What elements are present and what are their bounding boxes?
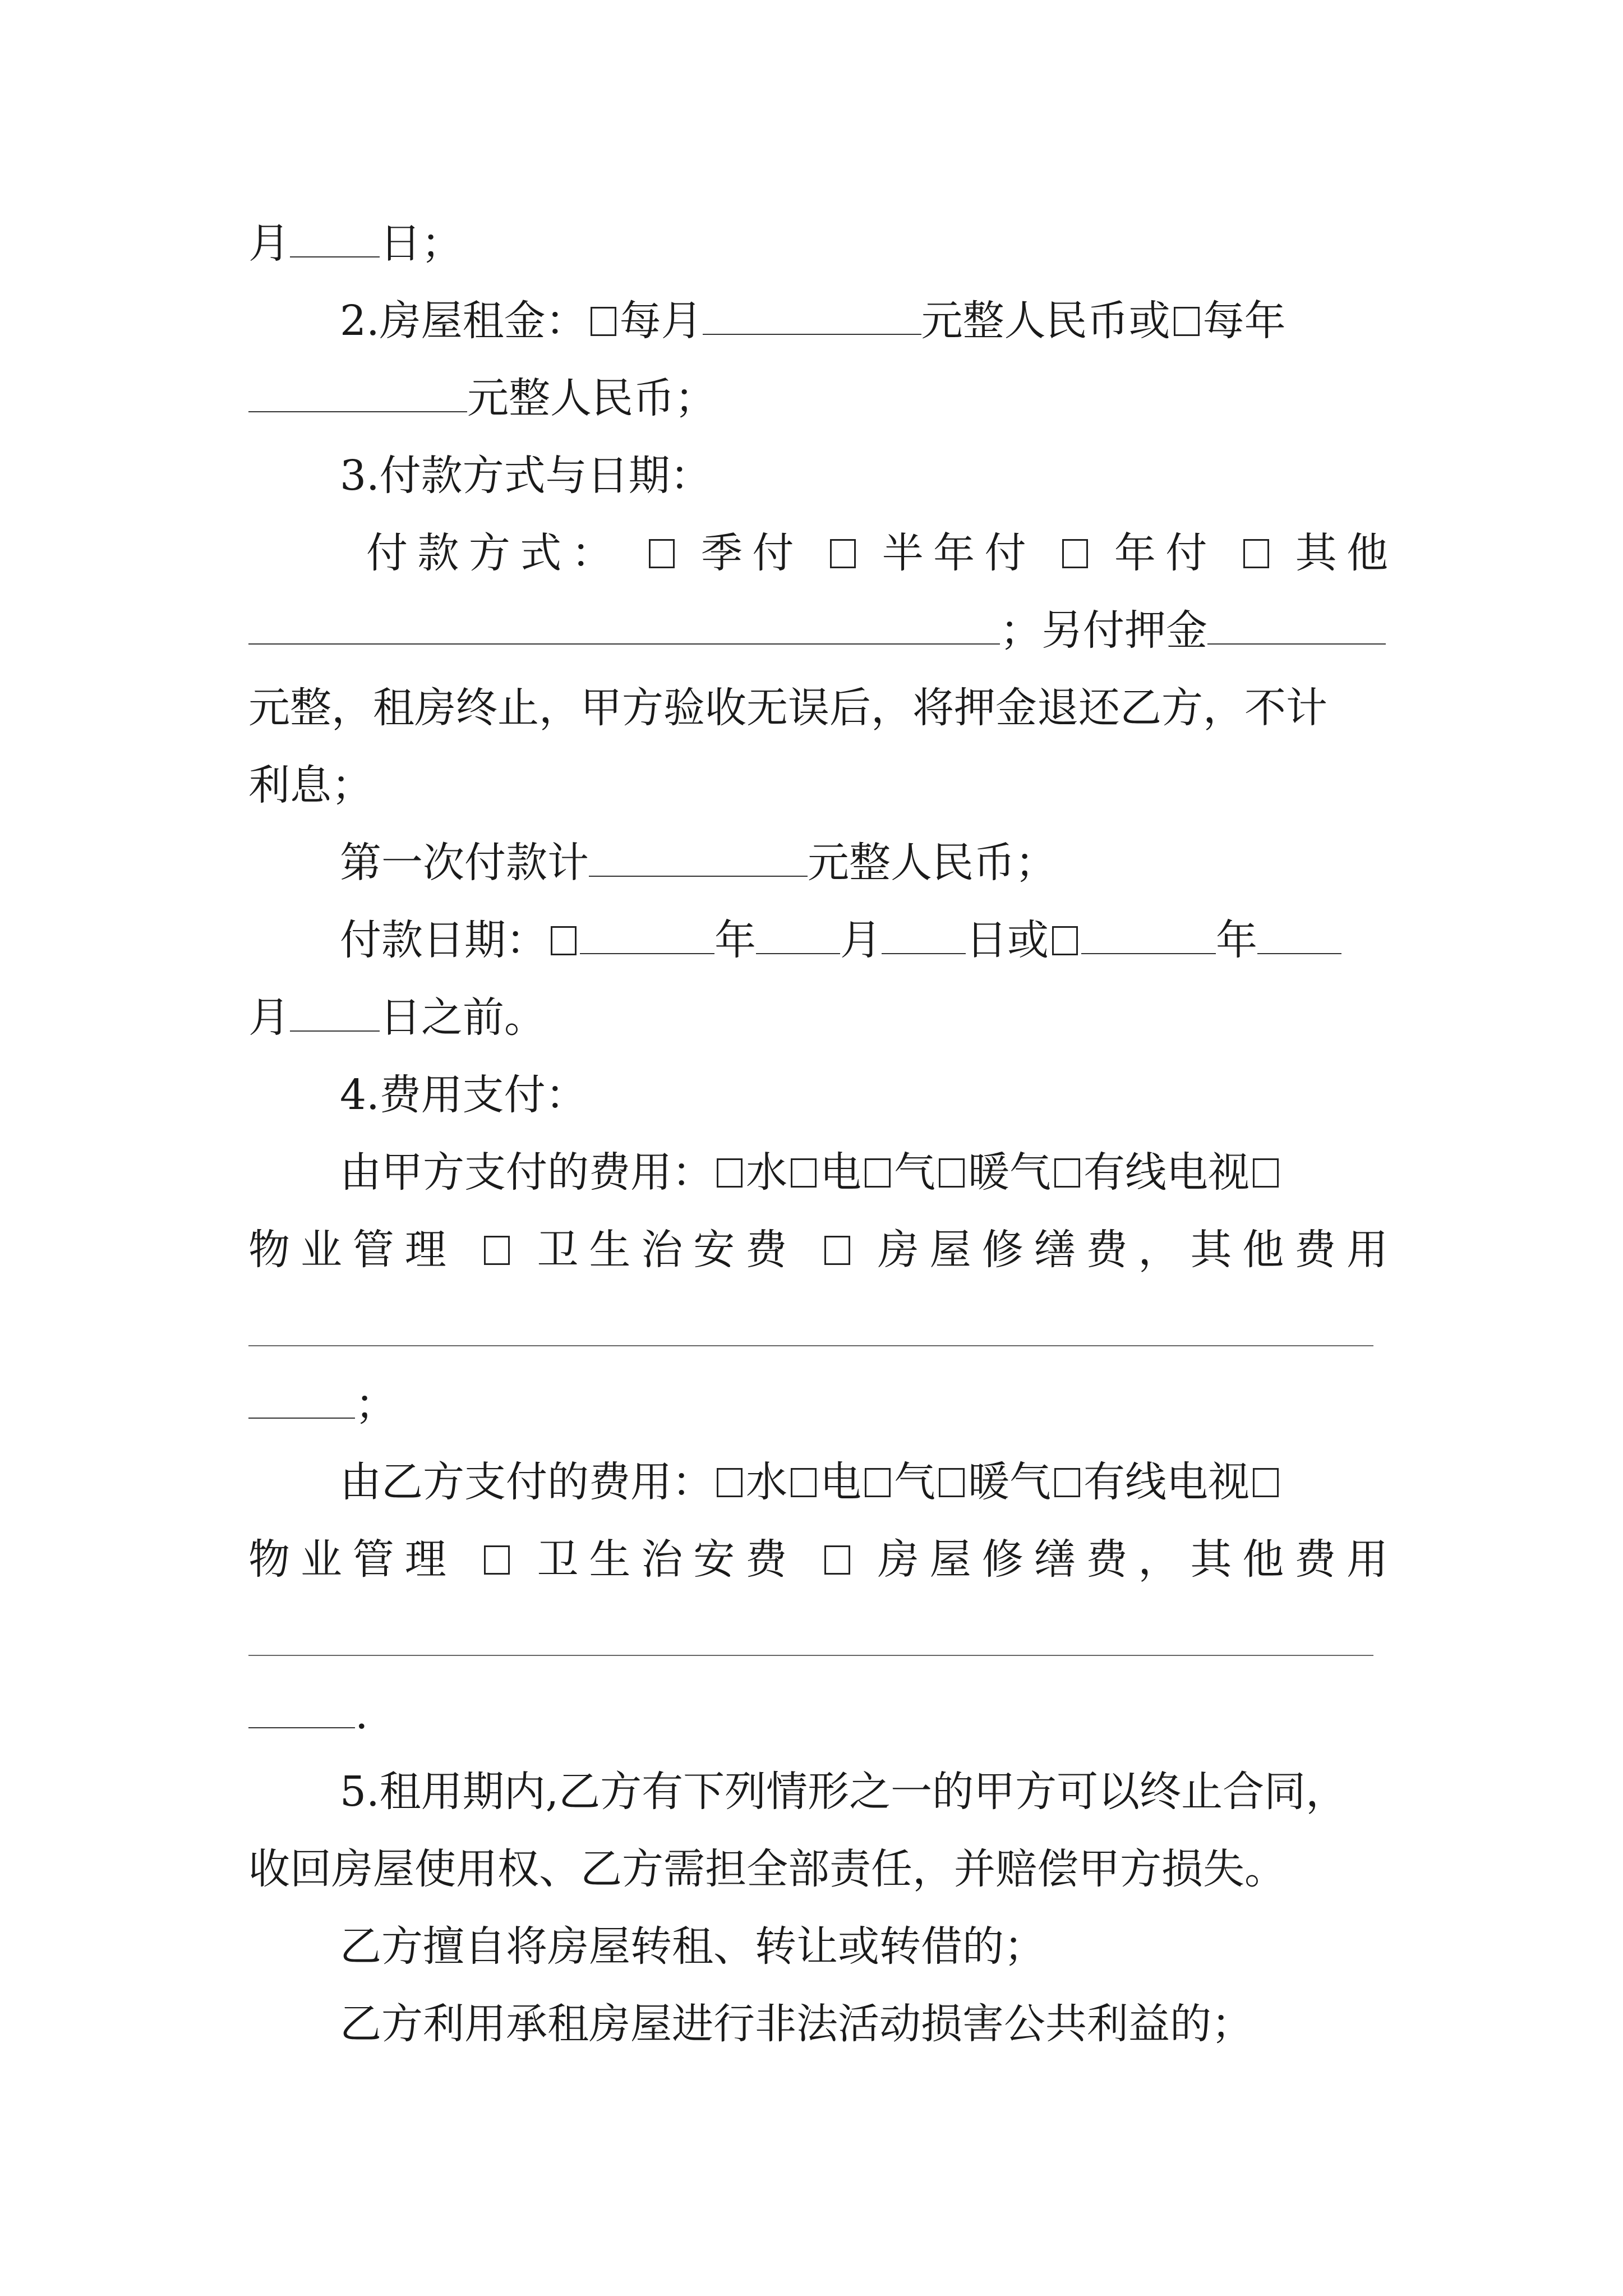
- year-label-2: 年: [1216, 916, 1257, 964]
- date-2-year-blank[interactable]: [1081, 910, 1216, 954]
- payment-method-line: [248, 519, 1388, 587]
- b-sanitation-label: 卫生治安费: [537, 1535, 798, 1584]
- a-gas-checkbox[interactable]: [865, 1158, 891, 1188]
- text-day: 日；: [380, 219, 463, 268]
- liability-text: 收回房屋使用权、乙方需担全部责任，并赔偿甲方损失。: [248, 1845, 1286, 1893]
- half-year-label: 半年付: [882, 529, 1036, 577]
- party-b-fees-line: [248, 1448, 1388, 1516]
- b-water-label: 水: [746, 1458, 787, 1506]
- yearly-amount-blank[interactable]: [248, 369, 467, 412]
- date-1-checkbox[interactable]: [551, 926, 577, 955]
- interest-line: [248, 752, 1388, 819]
- termination-text: 5.租用期内,乙方有下列情形之一的甲方可以终止合同，: [340, 1768, 1348, 1816]
- b-property-checkbox[interactable]: [1253, 1468, 1279, 1497]
- b-heating-checkbox[interactable]: [939, 1468, 965, 1497]
- illegal-use-clause: [248, 1990, 1388, 2058]
- party-a-fees-end: [248, 1371, 1388, 1438]
- year-label-1: 年: [714, 916, 756, 964]
- a-sanitation-checkbox[interactable]: [484, 1236, 510, 1265]
- payment-date-label: 付款日期：: [340, 916, 547, 964]
- rent-line-2: [248, 365, 1388, 432]
- date-1-month-blank[interactable]: [756, 910, 840, 954]
- payment-date-line-2: [248, 984, 1388, 1051]
- line-1: [248, 210, 1388, 277]
- a-heating-checkbox[interactable]: [939, 1158, 965, 1188]
- sublet-text: 乙方擅自将房屋转租、转让或转借的；: [340, 1922, 1045, 1971]
- b-electric-checkbox[interactable]: [791, 1468, 817, 1497]
- first-payment-blank[interactable]: [589, 833, 808, 877]
- party-b-other-fees-blank[interactable]: [248, 1655, 1373, 1656]
- rmb-or-label: 元整人民币或: [921, 297, 1170, 345]
- text-month: 月: [248, 219, 290, 268]
- b-repair-checkbox[interactable]: [824, 1545, 850, 1575]
- a-property-label: 物业管理: [248, 1226, 457, 1274]
- a-cable-tv-label: 有线电视: [1083, 1148, 1249, 1197]
- interest-text: 利息；: [248, 761, 373, 809]
- a-cable-tv-checkbox[interactable]: [1054, 1158, 1080, 1188]
- party-a-fees-line-2: [248, 1216, 1388, 1283]
- annual-checkbox[interactable]: [1062, 539, 1088, 568]
- b-gas-checkbox[interactable]: [865, 1468, 891, 1497]
- date-2-month-blank[interactable]: [1257, 910, 1341, 954]
- section-4-heading: [248, 1061, 1388, 1129]
- payment-method-label: 付款方式：: [366, 529, 623, 577]
- deposit-line: [248, 597, 1388, 664]
- deposit-amount-blank[interactable]: [1207, 601, 1386, 645]
- party-b-other-fees-blank-2[interactable]: [248, 1685, 355, 1728]
- a-sanitation-label: 卫生治安费: [537, 1226, 798, 1274]
- b-cable-tv-checkbox[interactable]: [1054, 1468, 1080, 1497]
- half-year-checkbox[interactable]: [830, 539, 856, 568]
- first-payment-label: 第一次付款计: [340, 839, 589, 887]
- a-gas-label: 气: [894, 1148, 935, 1197]
- fees-heading: 4.费用支付：: [340, 1071, 587, 1119]
- party-b-end-mark: .: [355, 1690, 368, 1738]
- day-or-label: 日或: [966, 916, 1049, 964]
- sublet-clause: [248, 1913, 1388, 1980]
- a-repair-label: 房屋修缮费，其他费用: [877, 1226, 1389, 1274]
- month-label-2: 月: [248, 993, 290, 1042]
- party-a-other-fees-blank-2[interactable]: [248, 1375, 355, 1419]
- other-label: 其他: [1295, 529, 1389, 577]
- section-5-line-2: [248, 1835, 1388, 1903]
- a-heating-label: 暖气: [968, 1148, 1051, 1197]
- deposit-terms-line: [248, 674, 1388, 742]
- date-1-day-blank[interactable]: [882, 910, 966, 954]
- first-payment-line: [248, 829, 1388, 896]
- party-a-end-mark: ；: [355, 1381, 396, 1429]
- rent-label: 2.房屋租金：: [340, 297, 587, 345]
- party-a-fees-line: [248, 1139, 1388, 1206]
- b-sanitation-checkbox[interactable]: [484, 1545, 510, 1575]
- illegal-use-text: 乙方利用承租房屋进行非法活动损害公共利益的；: [340, 2000, 1253, 2048]
- quarterly-label: 季付: [701, 529, 804, 577]
- date-2-checkbox[interactable]: [1052, 926, 1078, 955]
- deposit-label: ；另付押金: [1000, 606, 1207, 655]
- yearly-label: 每年: [1202, 297, 1286, 345]
- b-electric-label: 电: [820, 1458, 861, 1506]
- section-3-heading: [248, 442, 1388, 509]
- b-water-checkbox[interactable]: [717, 1468, 743, 1497]
- annual-label: 年付: [1114, 529, 1217, 577]
- b-repair-label: 房屋修缮费，其他费用: [877, 1535, 1389, 1584]
- a-property-checkbox[interactable]: [1253, 1158, 1279, 1188]
- monthly-label: 每月: [619, 297, 703, 345]
- party-a-other-fees-blank[interactable]: [248, 1345, 1373, 1346]
- payment-date-line: [248, 907, 1388, 974]
- party-a-fees-label: 由甲方支付的费用：: [340, 1148, 713, 1197]
- a-electric-checkbox[interactable]: [791, 1158, 817, 1188]
- other-checkbox[interactable]: [1243, 539, 1269, 568]
- before-label: 日之前。: [380, 993, 546, 1042]
- monthly-amount-blank[interactable]: [703, 291, 921, 335]
- a-water-label: 水: [746, 1148, 787, 1197]
- month-label-1: 月: [840, 916, 882, 964]
- deposit-terms-text: 元整，租房终止，甲方验收无误后，将押金退还乙方，不计: [248, 684, 1327, 732]
- payment-heading: 3.付款方式与日期：: [340, 452, 712, 500]
- b-property-label: 物业管理: [248, 1535, 457, 1584]
- a-water-checkbox[interactable]: [717, 1158, 743, 1188]
- rmb-label: 元整人民币；: [467, 374, 716, 422]
- section-5-line: [248, 1758, 1388, 1825]
- other-method-blank[interactable]: [248, 601, 1000, 645]
- party-b-fees-line-2: [248, 1526, 1388, 1593]
- b-heating-label: 暖气: [968, 1458, 1051, 1506]
- date-1-year-blank[interactable]: [580, 910, 714, 954]
- monthly-checkbox[interactable]: [591, 307, 616, 336]
- rent-line: [248, 287, 1388, 355]
- yearly-checkbox[interactable]: [1174, 307, 1200, 336]
- b-gas-label: 气: [894, 1458, 935, 1506]
- b-cable-tv-label: 有线电视: [1083, 1458, 1249, 1506]
- date-2-day-blank[interactable]: [290, 988, 380, 1032]
- a-electric-label: 电: [820, 1148, 861, 1197]
- first-payment-rmb: 元整人民币；: [808, 839, 1057, 887]
- party-b-fees-end: [248, 1681, 1388, 1748]
- a-repair-checkbox[interactable]: [824, 1236, 850, 1265]
- party-b-fees-label: 由乙方支付的费用：: [340, 1458, 713, 1506]
- quarterly-checkbox[interactable]: [649, 539, 675, 568]
- day-blank[interactable]: [290, 214, 380, 257]
